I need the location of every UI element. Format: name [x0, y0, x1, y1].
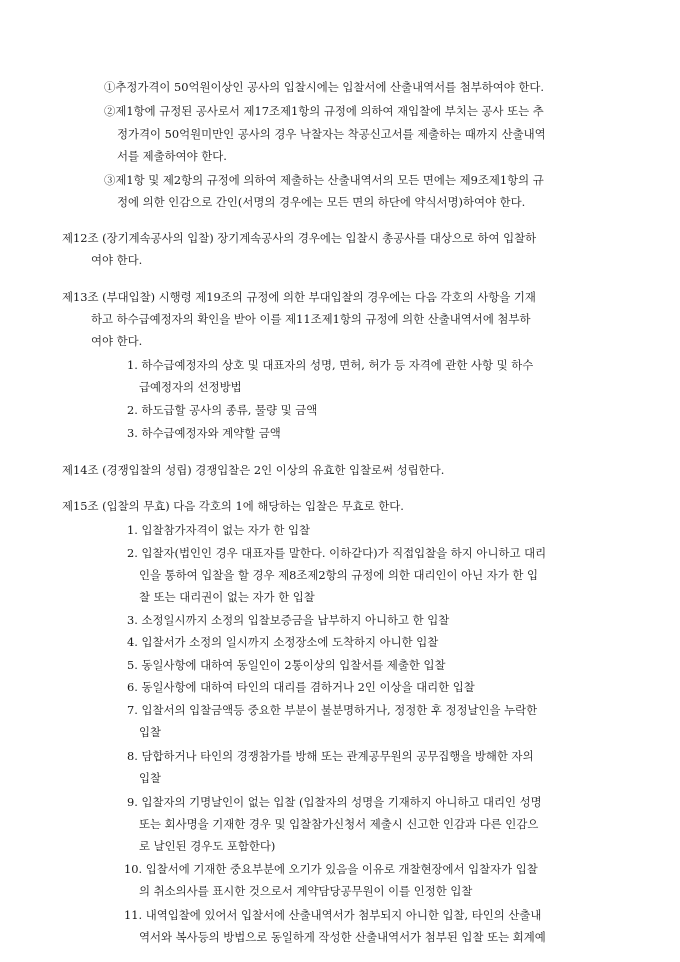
article-15-item-7: 7. 입찰서의 입찰금액등 중요한 부분이 불분명하거나, 정정한 후 정정날인을 누락한 [127, 703, 538, 717]
paragraph-2-line: 서를 제출하여야 한다. [117, 149, 227, 163]
paragraph-2-line: 정가격이 50억원미만인 공사의 경우 낙찰자는 착공신고서를 제출하는 때까지 산출내역 [117, 127, 546, 141]
article-15-item-9-line: 또는 회사명을 기재한 경우 및 입찰참가신청서 제출시 신고한 인감과 다른 인감으 [139, 817, 539, 831]
article-15-item-11: 11. 내역입찰에 있어서 입찰서에 산출내역서가 첨부되지 아니한 입찰, 타인의 산출내 [124, 908, 542, 922]
article-13-line: 여야 한다. [91, 334, 143, 348]
article-13-heading: 제13조 (부대입찰) 시행령 제19조의 규정에 의한 부대입찰의 경우에는 다음 각호의 사항을 기재 [62, 290, 536, 304]
article-13-item-3: 3. 하수급예정자와 계약할 금액 [127, 426, 281, 440]
paragraph-3-line: ③제1항 및 제2항의 규정에 의하여 제출하는 산출내역서의 모든 면에는 제9조제1항의 규 [104, 173, 544, 187]
article-15-item-7-line: 입찰 [139, 725, 162, 739]
article-15-item-9-line: 로 날인된 경우도 포함한다) [139, 839, 276, 853]
article-15-item-10: 10. 입찰서에 기재한 중요부분에 오기가 있음을 이유로 개찰현장에서 입찰자가 입찰 [124, 862, 538, 876]
paragraph-2-line: ②제1항에 규정된 공사로서 제17조제1항의 규정에 의하여 재입찰에 부치는 공사 또는 추 [104, 104, 544, 118]
article-13-item-2: 2. 하도급할 공사의 종류, 물량 및 금액 [127, 403, 318, 417]
article-12-heading: 제12조 (장기계속공사의 입찰) 장기계속공사의 경우에는 입찰시 총공사를 대상으로 하여 입찰하 [62, 231, 537, 245]
article-15-item-9: 9. 입찰자의 기명날인이 없는 입찰 (입찰자의 성명을 기재하지 아니하고 대리인 성명 [127, 795, 542, 809]
article-15-item-1: 1. 입찰참가자격이 없는 자가 한 입찰 [127, 523, 311, 537]
article-15-item-2: 2. 입찰자(법인인 경우 대표자를 말한다. 이하같다)가 직접입찰을 하지 아니하고 대리 [127, 546, 547, 560]
article-15-heading: 제15조 (입찰의 무효) 다음 각호의 1에 해당하는 입찰은 무효로 한다. [62, 499, 404, 513]
article-15-item-3: 3. 소정일시까지 소정의 입찰보증금을 납부하지 아니하고 한 입찰 [127, 613, 450, 627]
article-13-line: 하고 하수급예정자의 확인을 받아 이를 제11조제1항의 규정에 의한 산출내역서에 첨부하 [91, 312, 531, 326]
article-15-item-6: 6. 동일사항에 대하여 타인의 대리를 겸하거나 2인 이상을 대리한 입찰 [127, 680, 475, 694]
article-15-item-2-line: 인을 통하여 입찰을 할 경우 제8조제2항의 규정에 의한 대리인이 아닌 자가 한 입 [139, 568, 539, 582]
article-13-item-1: 1. 하수급예정자의 상호 및 대표자의 성명, 면허, 허가 등 자격에 관한 사항 및 하수 [127, 358, 534, 372]
article-15-item-10-line: 의 취소의사를 표시한 것으로서 계약담당공무원이 이를 인정한 입찰 [139, 884, 473, 898]
article-15-item-8-line: 입찰 [139, 771, 162, 785]
article-12-line: 여야 한다. [91, 253, 143, 267]
article-15-item-8: 8. 담합하거나 타인의 경쟁참가를 방해 또는 관계공무원의 공무집행을 방해한 자의 [127, 749, 534, 763]
article-15-item-11-line: 역서와 복사등의 방법으로 동일하게 작성한 산출내역서가 첨부된 입찰 또는 회계예 [139, 930, 546, 944]
paragraph-1-line: ①추정가격이 50억원이상인 공사의 입찰시에는 입찰서에 산출내역서를 첨부하여야 한다. [104, 80, 544, 94]
article-15-item-4: 4. 입찰서가 소정의 일시까지 소정장소에 도착하지 아니한 입찰 [127, 635, 439, 649]
article-15-item-2-line: 찰 또는 대리권이 없는 자가 한 입찰 [139, 590, 315, 604]
paragraph-3-line: 정에 의한 인감으로 간인(서명의 경우에는 모든 면의 하단에 약식서명)하여야 한다. [117, 195, 526, 209]
article-14-heading: 제14조 (경쟁입찰의 성립) 경쟁입찰은 2인 이상의 유효한 입찰로써 성립한다. [62, 463, 445, 477]
article-13-item-1-line: 급예정자의 선정방법 [139, 380, 242, 394]
article-15-item-5: 5. 동일사항에 대하여 동일인이 2통이상의 입찰서를 제출한 입찰 [127, 658, 446, 672]
